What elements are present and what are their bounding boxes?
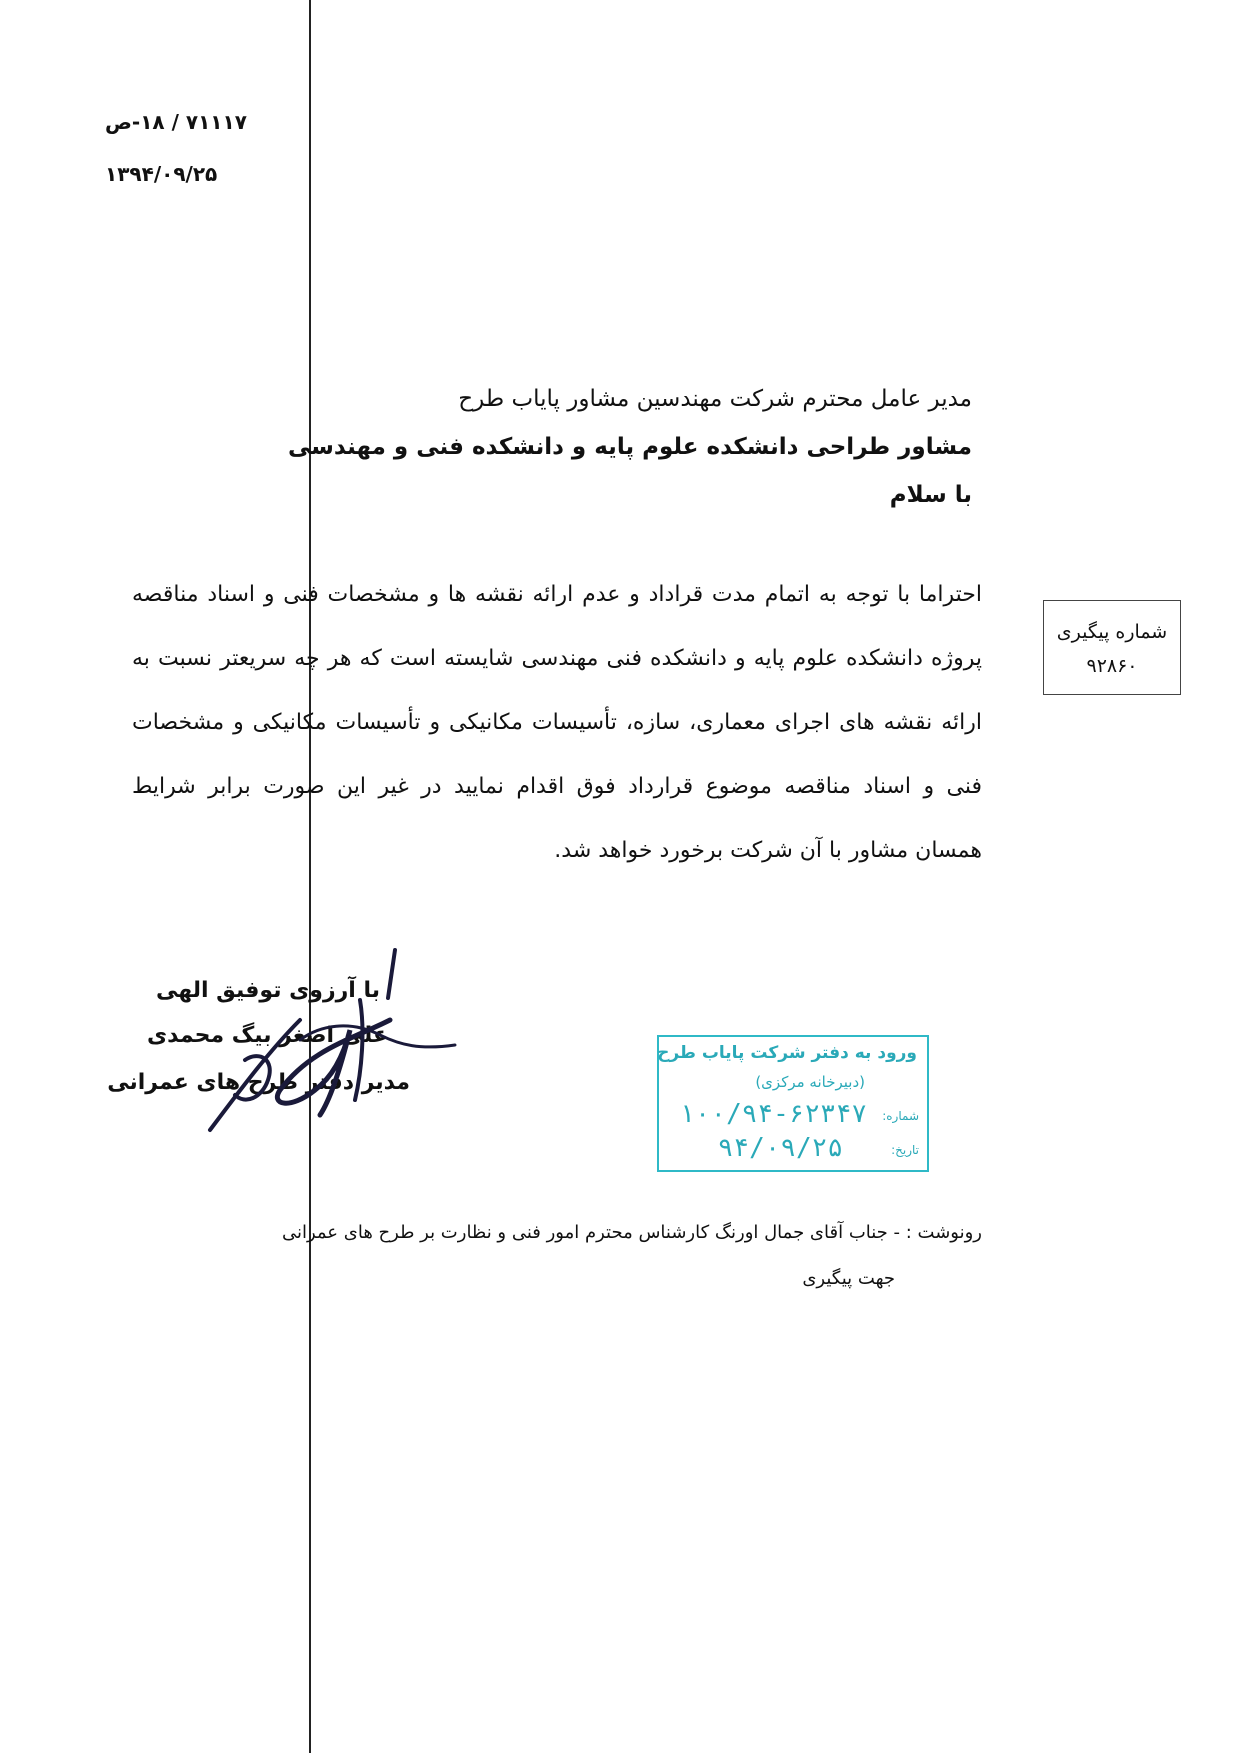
stamp-number-label: شماره: (882, 1109, 919, 1123)
tracking-number-box (1043, 600, 1181, 695)
handwritten-signature (150, 940, 460, 1140)
stamp-subtitle: (دبیرخانه مرکزی) (755, 1073, 865, 1091)
body-line: احتراما با توجه به اتمام مدت قراداد و عدم ارائه نقشه ها و مشخصات فنی و اسناد مناقصه (132, 582, 982, 607)
stamp-date-value: ۹۴/۰۹/۲۵ (717, 1133, 843, 1163)
letter-body (132, 563, 982, 883)
carbon-copy-purpose: جهت پیگیری (802, 1268, 895, 1289)
body-line: همسان مشاور با آن شرکت برخورد خواهد شد. (554, 838, 982, 863)
letter-date: ۱۳۹۴/۰۹/۲۵ (105, 162, 218, 186)
carbon-copy-line: رونوشت : - جناب آقای جمال اورنگ کارشناس محترم امور فنی و نظارت بر طرح های عمرانی (281, 1222, 982, 1243)
addressee-line-1: مدیر عامل محترم شرکت مهندسین مشاور پایاب طرح (458, 386, 972, 412)
body-line: فنی و اسناد مناقصه موضوع قرارداد فوق اقدام نمایید در غیر این صورت برابر شرایط (132, 774, 982, 799)
letter-number: ۷۱۱۱۷ / ۱۸-ص (105, 110, 247, 134)
signer-name: علی اصغر بیگ محمدی (146, 1023, 388, 1048)
tracking-number: ۹۲۸۶۰ (1086, 655, 1138, 677)
signer-title: مدیر دفتر طرح های عمرانی (107, 1070, 410, 1095)
stamp-title: ورود به دفتر شرکت پایاب طرح (657, 1043, 917, 1063)
greeting: با سلام (889, 482, 972, 508)
receipt-stamp (657, 1035, 929, 1172)
stamp-date-label: تاریخ: (891, 1143, 919, 1157)
closing-wish: با آرزوی توفیق الهی (155, 978, 380, 1003)
body-line: پروژه دانشکده علوم پایه و دانشکده فنی مهندسی شایسته است که هر چه سریعتر نسبت به (132, 646, 982, 671)
addressee-line-2: مشاور طراحی دانشکده علوم پایه و دانشکده فنی و مهندسی (287, 434, 972, 460)
tracking-label: شماره پیگیری (1056, 621, 1168, 643)
body-line: ارائه نقشه های اجرای معماری، سازه، تأسیسات مکانیکی و تأسیسات مکانیکی و مشخصات (132, 710, 982, 735)
stamp-number-value: ۱۰۰/۹۴-۶۲۳۴۷ (679, 1099, 867, 1129)
